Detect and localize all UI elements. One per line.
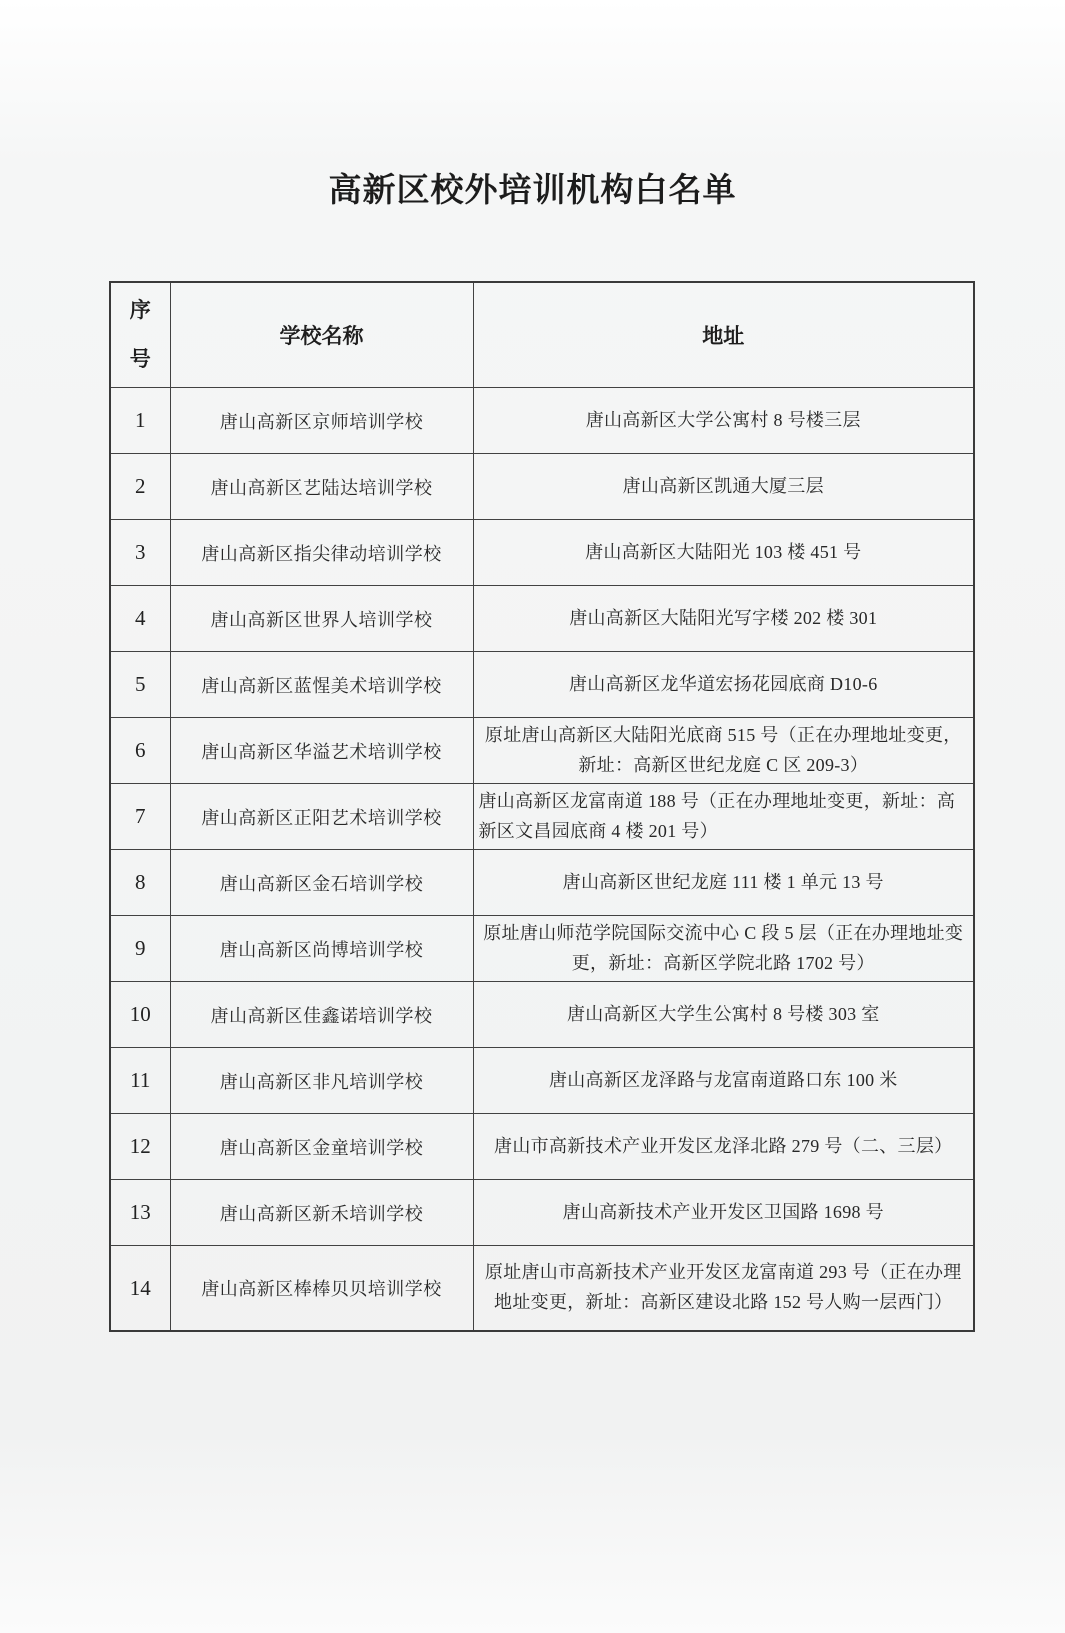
document-page — [0, 170, 1065, 1332]
row-index: 5 — [110, 652, 170, 718]
school-name: 唐山高新区世界人培训学校 — [170, 586, 473, 652]
table-row — [110, 454, 974, 520]
header-index-label: 序号 — [129, 297, 151, 372]
table-row — [110, 1114, 974, 1180]
row-index: 14 — [110, 1246, 170, 1331]
row-index: 11 — [110, 1048, 170, 1114]
row-index: 6 — [110, 718, 170, 784]
school-address: 唐山高新区大陆阳光写字楼 202 楼 301 — [473, 586, 974, 652]
row-index: 3 — [110, 520, 170, 586]
school-address: 唐山市高新技术产业开发区龙泽北路 279 号（二、三层） — [473, 1114, 974, 1180]
school-name: 唐山高新区新禾培训学校 — [170, 1180, 473, 1246]
school-name: 唐山高新区正阳艺术培训学校 — [170, 784, 473, 850]
table-row — [110, 1246, 974, 1331]
school-name: 唐山高新区蓝惺美术培训学校 — [170, 652, 473, 718]
school-address: 原址唐山市高新技术产业开发区龙富南道 293 号（正在办理地址变更，新址：高新区建设北路 152 号人购一层西门） — [473, 1246, 974, 1331]
school-name: 唐山高新区佳鑫诺培训学校 — [170, 982, 473, 1048]
table-body — [110, 388, 974, 1331]
row-index: 13 — [110, 1180, 170, 1246]
school-address: 唐山高新技术产业开发区卫国路 1698 号 — [473, 1180, 974, 1246]
row-index: 7 — [110, 784, 170, 850]
school-address: 唐山高新区大学公寓村 8 号楼三层 — [473, 388, 974, 454]
header-index — [110, 282, 170, 388]
page-title: 高新区校外培训机构白名单 — [328, 173, 737, 209]
school-name: 唐山高新区艺陆达培训学校 — [170, 454, 473, 520]
school-name: 唐山高新区尚博培训学校 — [170, 916, 473, 982]
school-address: 唐山高新区世纪龙庭 111 楼 1 单元 13 号 — [473, 850, 974, 916]
header-address: 地址 — [473, 282, 974, 388]
row-index: 8 — [110, 850, 170, 916]
table-row — [110, 388, 974, 454]
table-row — [110, 1180, 974, 1246]
school-address: 唐山高新区大学生公寓村 8 号楼 303 室 — [473, 982, 974, 1048]
row-index: 12 — [110, 1114, 170, 1180]
table-row — [110, 520, 974, 586]
row-index: 9 — [110, 916, 170, 982]
whitelist-table — [109, 281, 975, 1332]
school-address: 唐山高新区龙富南道 188 号（正在办理地址变更，新址：高新区文昌园底商 4 楼 201 号） — [473, 784, 974, 850]
table-row — [110, 652, 974, 718]
table-row — [110, 586, 974, 652]
table-row — [110, 784, 974, 850]
school-name: 唐山高新区京师培训学校 — [170, 388, 473, 454]
school-name: 唐山高新区非凡培训学校 — [170, 1048, 473, 1114]
school-address: 原址唐山师范学院国际交流中心 C 段 5 层（正在办理地址变更，新址：高新区学院北路 1702 号） — [473, 916, 974, 982]
school-address: 原址唐山高新区大陆阳光底商 515 号（正在办理地址变更，新址：高新区世纪龙庭 C 区 209-3） — [473, 718, 974, 784]
school-name: 唐山高新区金石培训学校 — [170, 850, 473, 916]
row-index: 2 — [110, 454, 170, 520]
table-row — [110, 982, 974, 1048]
row-index: 4 — [110, 586, 170, 652]
school-address: 唐山高新区龙泽路与龙富南道路口东 100 米 — [473, 1048, 974, 1114]
table-row — [110, 916, 974, 982]
row-index: 10 — [110, 982, 170, 1048]
school-address: 唐山高新区大陆阳光 103 楼 451 号 — [473, 520, 974, 586]
school-name: 唐山高新区棒棒贝贝培训学校 — [170, 1246, 473, 1331]
school-name: 唐山高新区指尖律动培训学校 — [170, 520, 473, 586]
header-row — [110, 282, 974, 388]
school-name: 唐山高新区金童培训学校 — [170, 1114, 473, 1180]
table-row — [110, 718, 974, 784]
school-name: 唐山高新区华溢艺术培训学校 — [170, 718, 473, 784]
school-address: 唐山高新区凯通大厦三层 — [473, 454, 974, 520]
row-index: 1 — [110, 388, 170, 454]
header-school: 学校名称 — [170, 282, 473, 388]
table-row — [110, 1048, 974, 1114]
school-address: 唐山高新区龙华道宏扬花园底商 D10-6 — [473, 652, 974, 718]
table-row — [110, 850, 974, 916]
